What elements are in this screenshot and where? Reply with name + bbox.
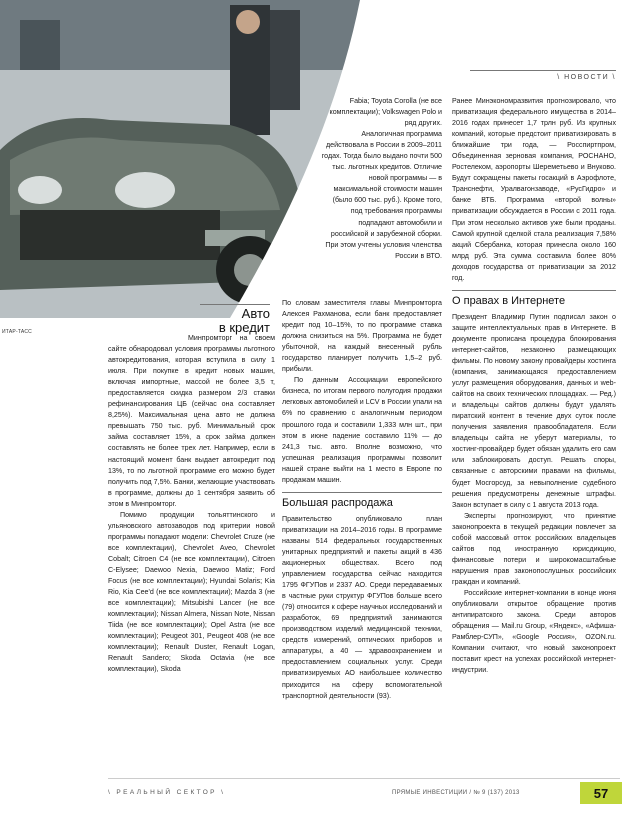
paragraph: Помимо продукции тольяттинского и ульяновского автозаводов под критерии новой программы попадают модели: Chevrolet Cruze (не все комплектации), Chevrolet Aveo, Chevrolet Cobalt; Citroen C4 (не все комплектации), Citroen C-Elysee; Daewoo Nexia, Daewoo Matiz; Ford Focus (не все комплектации); Hyundai Solaris; Kia Rio, Kia Cee'd (не все комплектации); Mazda 3 (не все комплектации); Mitsubishi Lancer (не все комплектации); Nissan Almera, Nissan Note, Nissan Tiida (не все комплектации); Opel Astra (не все комплектации); Peugeot 301, Peugeot 408 (не все комплектации); Renault Duster, Renault Logan, Renault Sandero; Skoda Octavia (не все комплектации), Skoda bbox=[108, 510, 275, 674]
article-title-sale: Большая распродажа bbox=[282, 492, 442, 510]
paragraph: По данным Ассоциации европейского бизнеса, по итогам первого полугодия продажи легковых автомобилей и LCV в России упали на 6% по сравнению с аналогичным периодом прошлого года и составили 1,333 млн шт., при этом в июне падение составило 11% — до 241,3 тыс. авто. Вполне возможно, что успешная реализация программы позволит нашей стране выйти на 1 место в Европе по продажам машин. bbox=[282, 376, 442, 484]
section-tag-news: \ НОВОСТИ \ bbox=[470, 70, 616, 85]
article-title-internet: О правах в Интернете bbox=[452, 290, 616, 308]
page-number: 57 bbox=[580, 782, 622, 804]
paragraph: Президент Владимир Путин подписал закон о защите интеллектуальных прав в Интернете. В документе прописана процедура блокирования интернет-сайтов, незаконно размещающих фильмы. По новому закону провайдеры хостинга (компания, занимающаяся предоставлением услуг размещения оборудования, данных и web-сайтов на своих технических площадках. — Ред.) и владельцы сайтов должны будут удалять пиратский контент в течение двух суток после получения заявления правообладателя. Если владельцы сайта не уберут материалы, то хостинг-провайдер будет обязан удалить его сам или заблокировать доступ. Решать споры, связанные с авторскими правами на фильмы, будет Мосгорсуд, за невыполнение судебного решения предусмотрены денежные штрафы. Закон вступает в силу с 1 августа 2013 года. bbox=[452, 312, 616, 509]
auto-article-column-a bbox=[108, 333, 275, 675]
auto-article-column-b-top bbox=[320, 96, 442, 262]
footer-section: \ РЕАЛЬНЫЙ СЕКТОР \ bbox=[108, 789, 226, 796]
paragraph: Минпромторг на своем сайте обнародовал условия программы льготного автокредитования, которая вступила в силу 1 июля. При покупке в кредит новых машин, включая импортные, массой не более 3,5 т, предоставляется скидка размером 2/3 ставки рефинансирования ЦБ (сейчас она составляет 8,25%). Максимальная цена авто не должна превышать 750 тыс. руб. Минимальный срок займа составляет 15%, а срок займа должен составлять не более трех лет. Например, если в настоящий момент банк выдает автокредит под 13%, то по льготной программе его можно будет получить под 7,5%. Банки, желающие участвовать в программе, должны до 1 сентября заявить об этом в Минпромторг. bbox=[108, 334, 275, 508]
paragraph: По словам заместителя главы Минпромторга Алексея Рахманова, если банк предоставляет кредит под 10–15%, то по программе ставка должна снизиться на 5%. Программа не будет убыточной, на каждый внесенный рубль государство планирует получить 1,5–2 руб. прибыли. bbox=[282, 299, 442, 374]
article-title-line1: Авто bbox=[241, 306, 270, 321]
paragraph: Эксперты прогнозируют, что принятие законопроекта в текущей редакции повлечет за собой массовый отток российских владельцев сайтов под иностранную юрисдикцию, финансовые потери и широкомасштабные нарушения прав законопослушных российских граждан и компаний. bbox=[452, 511, 616, 586]
auto-article-column-b bbox=[282, 298, 442, 702]
article-title-line2: в кредит bbox=[218, 320, 270, 335]
car-photo-illustration bbox=[0, 0, 362, 318]
paragraph: Российские интернет-компании в конце июня опубликовали открытое обращение против антипиратского закона. Среди авторов обращения — Mail.ru Group, «Яндекс», «Афиша-Рамблер-СУП», «Google Россия», OZON.ru. Компании считают, что новый законопроект поставит крест на успехах российской интернет-индустрии. bbox=[452, 588, 616, 675]
column-c bbox=[452, 96, 616, 676]
footer-issue: ПРЯМЫЕ ИНВЕСТИЦИИ / № 9 (137) 2013 bbox=[392, 790, 520, 796]
photo-credit: ИТАР-ТАСС bbox=[2, 329, 32, 335]
paragraph: Ранее Минэкономразвития прогнозировало, что приватизация федерального имущества в 2014–2016 годах принесет 1,7 трлн руб. Из крупных компаний, которые предстоит приватизировать в ближайшие три года, — Росспиртпром, Объединенная зерновая компания, РОСНАНО, Ростелеком, аэропорты Шереметьево и Внуково. Будут сокращены пакеты госакций в Аэрофлоте, Транснефти, Уралвагонзаводе, «РусГидро» и банке ВТБ. Программа «второй волны» приватизации обсуждается в России с 2011 года. При этом несколько активов уже были проданы. Самой крупной сделкой стала реализация 7,58% акций Сбербанка, которая принесла около 160 млрд руб. Эта сумма составила более 80% доходов государства от приватизации за 2012 год. bbox=[452, 97, 616, 282]
paragraph: Правительство опубликовало план приватизации на 2014–2016 годы. В программе названы 514 федеральных государственных унитарных предприятий и пакеты акций в 436 акционерных обществах. Всего под управлением государства сейчас находится 1795 ФГУПов и 2337 АО. Среди передаваемых в частные руки структур ФГУПов больше всего (79) относится к сфере научных исследований и разработок, 69 предприятий занимаются производством изделий медицинской техники, средств измерений, оптических приборов и аппаратуры, а 40 — здравоохранением и предоставлением социальных услуг. Среди приватизируемых АО наибольшее количество приходится на сферу вспомогательной транспортной деятельности (93). bbox=[282, 514, 442, 700]
paragraph: Fabia; Toyota Corolla (не все комплектации); Volkswagen Polo и ряд других. bbox=[329, 97, 442, 128]
paragraph: Аналогичная программа действовала в России в 2009–2011 годах. Тогда было выдано почти 500 тыс. льготных кредитов. Отличие новой программы — в максимальной стоимости машин (было 600 тыс. руб.). Кроме того, под требования программы подпадают автомобили и российской и зарубежной сборки. При этом учтены условия членства России в ВТО. bbox=[321, 130, 442, 260]
footer-rule bbox=[108, 778, 620, 779]
article-title-auto bbox=[200, 304, 270, 335]
car-photo bbox=[0, 0, 362, 318]
